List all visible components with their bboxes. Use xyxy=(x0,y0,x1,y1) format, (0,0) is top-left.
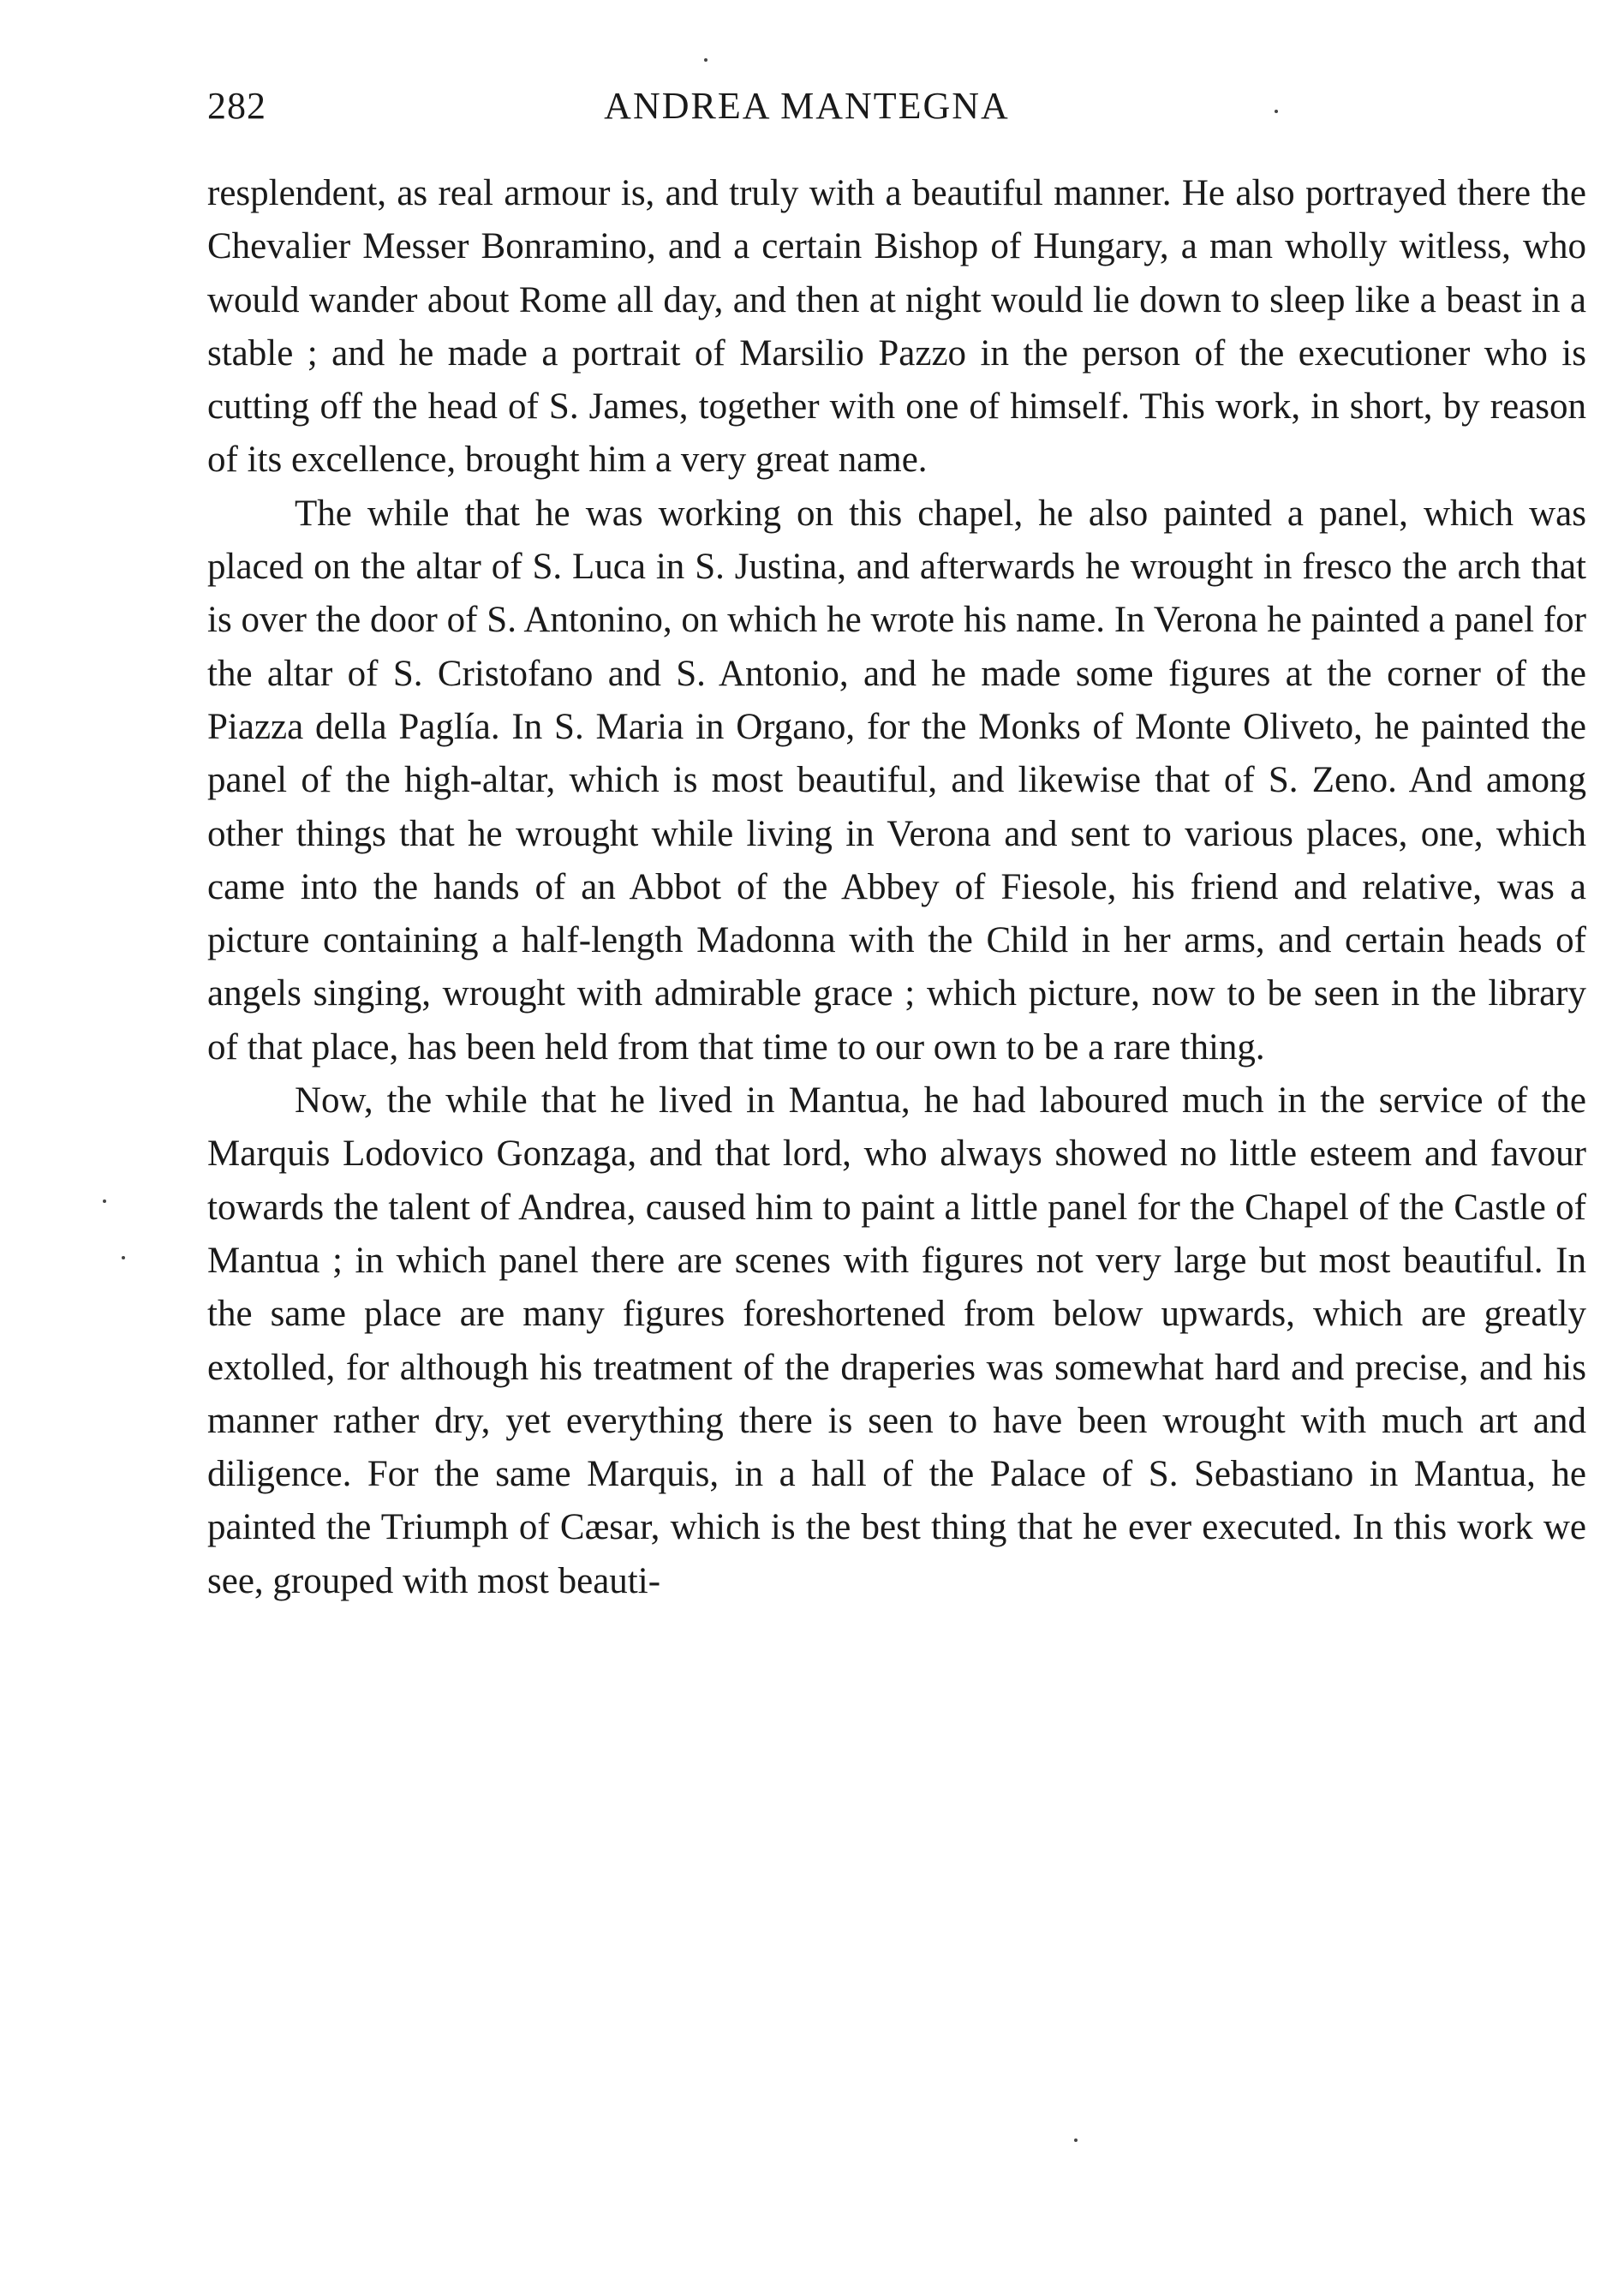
running-head: ANDREA MANTEGNA xyxy=(604,85,1010,127)
page-header xyxy=(207,84,1586,135)
paragraph-1: resplendent, as real armour is, and truly with a beautiful manner. He also portrayed there the Chevalier Messer Bonramino, and a certain Bishop of Hungary, a man wholly witless, who would wander about Rome all day, and then at night would lie down to sleep like a beast in a stable ; and he made a portrait of Marsilio Pazzo in the person of the executioner who is cutting off the head of S. James, together with one of himself. This work, in short, by reason of its excellence, brought him a very great name. xyxy=(207,173,1586,481)
paragraph-3: Now, the while that he lived in Mantua, he had laboured much in the service of the Marquis Lodovico Gonzaga, and that lord, who always showed no little esteem and favour towards the talent of Andrea, caused him to paint a little panel for the Chapel of the Castle of Mantua ; in which panel there are scenes with figures not very large but most beautiful. In the same place are many figures foreshortened from below upwards, which are greatly extolled, for although his treatment of the draperies was somewhat hard and precise, and his manner rather dry, yet everything there is seen to have been wrought with much art and diligence. For the same Marquis, in a hall of the Palace of S. Sebastiano in Mantua, he painted the Triumph of Cæsar, which is the best thing that he ever executed. In this work we see, grouped with most beauti- xyxy=(207,1080,1586,1601)
print-speck xyxy=(122,1256,125,1259)
print-speck xyxy=(704,58,708,62)
print-speck xyxy=(103,1199,106,1203)
page-number: 282 xyxy=(207,85,266,127)
body-text xyxy=(207,167,1586,1608)
print-speck xyxy=(1275,110,1278,113)
print-speck xyxy=(1074,2138,1078,2142)
paragraph-2: The while that he was working on this chapel, he also painted a panel, which was placed on the altar of S. Luca in S. Justina, and afterwards he wrought in fresco the arch that is over the door of S. Antonino, on which he wrote his name. In Verona he painted a panel for the altar of S. Cristofano and S. Antonio, and he made some figures at the corner of the Piazza della Paglía. In S. Maria in Organo, for the Monks of Monte Oliveto, he painted the panel of the high-altar, which is most beautiful, and likewise that of S. Zeno. And among other things that he wrought while living in Verona and sent to various places, one, which came into the hands of an Abbot of the Abbey of Fiesole, his friend and relative, was a picture containing a half-length Madonna with the Child in her arms, and certain heads of angels singing, wrought with admirable grace ; which picture, now to be seen in the library of that place, has been held from that time to our own to be a rare thing. xyxy=(207,493,1586,1068)
